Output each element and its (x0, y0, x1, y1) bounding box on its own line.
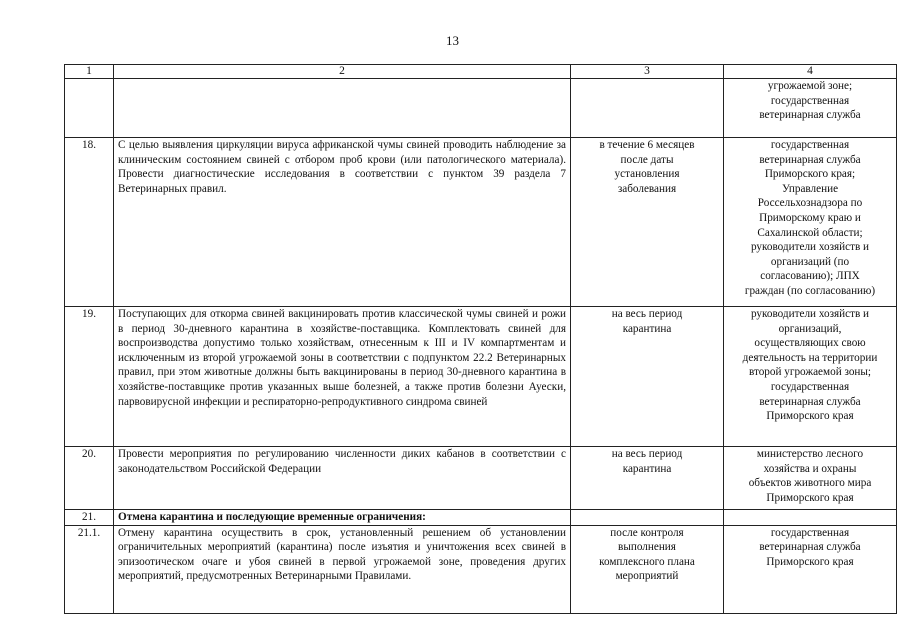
term-cell: на весь период карантина (571, 307, 724, 447)
column-header-2: 2 (114, 65, 571, 79)
responsible-cell: руководители хозяйств и организаций, осуществляющих свою деятельность на территории второй угрожаемой зоны; государственная ветеринарная служба Приморского края (724, 307, 897, 447)
row-number: 18. (65, 138, 114, 307)
measure-cell: Поступающих для откорма свиней вакцинировать против классической чумы свиней и рожи в период 30-дневного карантина в хозяйстве-поставщика. Комплектовать свиней для воспроизводства допустимо только хозяйствам, отнесенным к III и IV компартментам и исключенным из второй угрожаемой зоны в соответствии с подпунктом 22.2 Ветеринарных правил, при этом животные должны быть вакцинированы в период 30-дневного карантина в хозяйстве-поставщике против указанных выше болезней, а также против болезни Ауески, парвовирусной инфекции и респираторно-репродуктивного синдрома свиней (114, 307, 571, 447)
row-number: 21.1. (65, 525, 114, 613)
measure-cell: С целью выявления циркуляции вируса африканской чумы свиней проводить наблюдение за клиническим состоянием свиней с отбором проб крови (или патологического материала). Провести диагностические исследования в соответствии с пунктом 39 раздела 7 Ветеринарных правил. (114, 138, 571, 307)
page-number: 13 (446, 33, 459, 48)
table-row (65, 307, 897, 447)
table-header-row (65, 65, 897, 79)
table-row (65, 447, 897, 510)
responsible-cell: угрожаемой зоне; государственная ветеринарная служба (724, 79, 897, 138)
column-header-3: 3 (571, 65, 724, 79)
measure-cell: Отмену карантина осуществить в срок, установленный решением об установлении ограничительных мероприятий (карантина) после изъятия и уничтожения всех свиней в эпизоотическом очаге и убоя свиней в первой угрожаемой зоне, проведения других мероприятий, предусмотренных Ветеринарными Правилами. (114, 525, 571, 613)
term-cell: в течение 6 месяцев после даты установления заболевания (571, 138, 724, 307)
table-row (65, 510, 897, 526)
responsible-cell: государственная ветеринарная служба Приморского края; Управление Россельхознадзора по Приморскому краю и Сахалинской области; руководители хозяйств и организаций (по согласованию); ЛПХ граждан (по согласованию) (724, 138, 897, 307)
term-cell (571, 510, 724, 526)
section-heading-cell: Отмена карантина и последующие временные ограничения: (114, 510, 571, 526)
measure-cell: Провести мероприятия по регулированию численности диких кабанов в соответствии с законодательством Российской Федерации (114, 447, 571, 510)
responsible-cell: государственная ветеринарная служба Приморского края (724, 525, 897, 613)
responsible-cell: министерство лесного хозяйства и охраны объектов животного мира Приморского края (724, 447, 897, 510)
column-header-1: 1 (65, 65, 114, 79)
row-number (65, 79, 114, 138)
term-cell (571, 79, 724, 138)
term-cell: после контроля выполнения комплексного плана мероприятий (571, 525, 724, 613)
table-row (65, 525, 897, 613)
row-number: 20. (65, 447, 114, 510)
column-header-4: 4 (724, 65, 897, 79)
row-number: 21. (65, 510, 114, 526)
measures-table (64, 64, 897, 614)
responsible-cell (724, 510, 897, 526)
measure-cell (114, 79, 571, 138)
term-cell: на весь период карантина (571, 447, 724, 510)
table-row (65, 79, 897, 138)
row-number: 19. (65, 307, 114, 447)
table-row (65, 138, 897, 307)
